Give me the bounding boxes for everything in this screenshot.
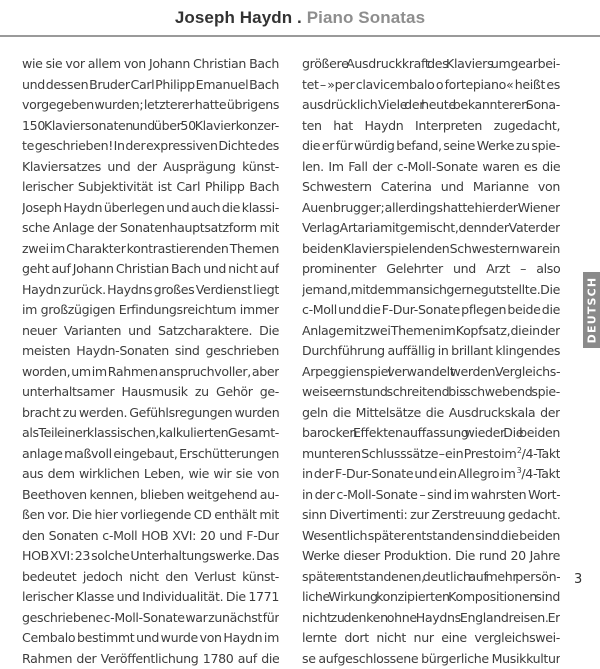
text-line: Rahmen der Veröffentlichung 1780 auf die (22, 649, 279, 669)
text-line: Joseph Haydn überlegen und auch die klassi- (22, 198, 279, 219)
text-line: später entstandenen, deutlich auf mehr persön- (302, 567, 560, 588)
text-line: Cembalo bestimmt und wurde von Haydn im (22, 628, 279, 649)
text-line: Werke dieser Produktion. Die rund 20 Jahre (302, 546, 560, 567)
text-column-right (302, 54, 560, 669)
text-column-left (22, 54, 279, 669)
text-line: geschriebene c-Moll-Sonate war zunächst für (22, 608, 279, 629)
text-line: lerischer Subjektivität ist Carl Philipp Bach (22, 177, 279, 198)
text-line: aus dem wirklichen Leben, wie wir sie von (22, 464, 279, 485)
language-label: DEUTSCH (585, 277, 598, 344)
text-line: Beethoven kennen, blieben weitgehend au- (22, 485, 279, 506)
page-title (0, 8, 600, 28)
text-line: len. Im Fall der c-Moll-Sonate waren es die (302, 157, 560, 178)
time-signature-numerator: 3 (517, 466, 522, 475)
text-line: HOB XVI: 23 solche Unterhaltungswerke. Das (22, 546, 279, 567)
text-line: sinn Divertimenti: zur Zerstreuung gedacht. (302, 505, 560, 526)
text-line: in der c-Moll-Sonate – sind im wahrsten Wort- (302, 485, 560, 506)
text-line: wie sie vor allem von Johann Christian Bach (22, 54, 279, 75)
text-line: den Sonaten c-Moll HOB XVI: 20 und F-Dur (22, 526, 279, 547)
text-line: lerischer Klasse und Individualität. Die 1771 (22, 587, 279, 608)
text-line: geht auf Johann Christian Bach und nicht auf (22, 259, 279, 280)
text-line: ausdrücklich. Viele der heute bekannteren Sona- (302, 95, 560, 116)
text-line: geln die Mittelsätze die Ausdruckskala der (302, 403, 560, 424)
text-line: tet – »per clavicembalo o fortepiano« heißt es (302, 75, 560, 96)
language-tab (583, 272, 600, 348)
text-line: anlage maßvoll eingebaut, Erschütterungen (22, 444, 279, 465)
text-line: als Teil einer klassischen, kalkulierten Gesamt- (22, 423, 279, 444)
text-fragment: /4-Takt (522, 446, 560, 461)
text-line: bedeutet jedoch nicht den Verlust künst- (22, 567, 279, 588)
text-line: beiden Klavier spielenden Schwestern war ein (302, 239, 560, 260)
text-fragment: munteren Schlusssätze – ein Presto im (302, 446, 517, 461)
text-line: im großzügigen Erfindungsreichtum immer (22, 300, 279, 321)
text-fragment: /4-Takt (521, 466, 560, 481)
text-line: unterhaltsamer Hausmusik zu Gehör ge- (22, 382, 279, 403)
text-line: Haydn zurück. Haydns großes Verdienst liegt (22, 280, 279, 301)
text-line: 150 Klaviersonaten und über 50 Klavierkonzer- (22, 116, 279, 137)
text-line: sche Anlage der Sonatenhauptsatzform mit (22, 218, 279, 239)
page-header (0, 0, 600, 38)
text-line: worden, um im Rahmen anspruchvoller, aber (22, 362, 279, 383)
text-line: Klaviersatzes und der Ausprägung künst- (22, 157, 279, 178)
text-line: ten hat Haydn Interpreten zugedacht, (302, 116, 560, 137)
text-fragment: in der F-Dur-Sonate und ein Allegro im (302, 466, 517, 481)
page-number: 3 (574, 572, 582, 587)
text-line: nicht zu denken ohne Haydns Englandreisen. Er (302, 608, 560, 629)
text-line: Arpeggienspiel verwandelt werden. Vergleichs- (302, 362, 560, 383)
text-line: ßen vor. Die hier vorliegende CD enthält mit (22, 505, 279, 526)
text-line (302, 444, 560, 465)
text-line: prominenter Gelehrter und Arzt – also (302, 259, 560, 280)
text-line (302, 464, 560, 485)
text-line: größere Ausdruckkraft des Klaviers umgearbei- (302, 54, 560, 75)
text-line: Anlage mit zwei Themen im Kopfsatz, die in der (302, 321, 560, 342)
header-rule (0, 35, 600, 37)
text-line: Schwestern Caterina und Marianne von (302, 177, 560, 198)
text-line: die er für würdig befand, seine Werke zu spie- (302, 136, 560, 157)
text-line: c-Moll und die F-Dur-Sonate pflegen beide die (302, 300, 560, 321)
text-line: Verlag Artaria mitgemischt, denn der Vater der (302, 218, 560, 239)
time-signature-numerator: 2 (517, 446, 522, 455)
composer-name: Joseph Haydn . (175, 8, 302, 27)
text-line: meisten Haydn-Sonaten sind geschrieben (22, 341, 279, 362)
text-line: barocken Effektenauffassung wieder. Die beiden (302, 423, 560, 444)
text-line: liche Wirkung konzipierten Kompositionen sind (302, 587, 560, 608)
text-line: bracht zu werden. Gefühlsregungen wurden (22, 403, 279, 424)
work-title: Piano Sonatas (307, 8, 425, 27)
text-line: se aufgeschlossene bürgerliche Musikkultur (302, 649, 560, 669)
text-line: zwei im Charakter kontrastierenden Themen (22, 239, 279, 260)
text-line: neuer Varianten und Satzcharaktere. Die (22, 321, 279, 342)
text-line: Wesentlich später entstanden sind die beiden (302, 526, 560, 547)
text-line: te geschrieben! In der expressiven Dichte des (22, 136, 279, 157)
text-line: und dessen Bruder Carl Philipp Emanuel Bach (22, 75, 279, 96)
text-line: vorgegeben wurden; letzterer hatte übrigens (22, 95, 279, 116)
text-line: lernte dort nicht nur eine vergleichswei- (302, 628, 560, 649)
text-line: Auenbrugger; allerdings hatte hier der Wiener (302, 198, 560, 219)
text-line: jemand, mit dem man sich gerne gut stellte. Die (302, 280, 560, 301)
text-line: Durchführung auffällig in brillant klingendes (302, 341, 560, 362)
text-line: weise ernst und schreitend bis schwebend spie- (302, 382, 560, 403)
